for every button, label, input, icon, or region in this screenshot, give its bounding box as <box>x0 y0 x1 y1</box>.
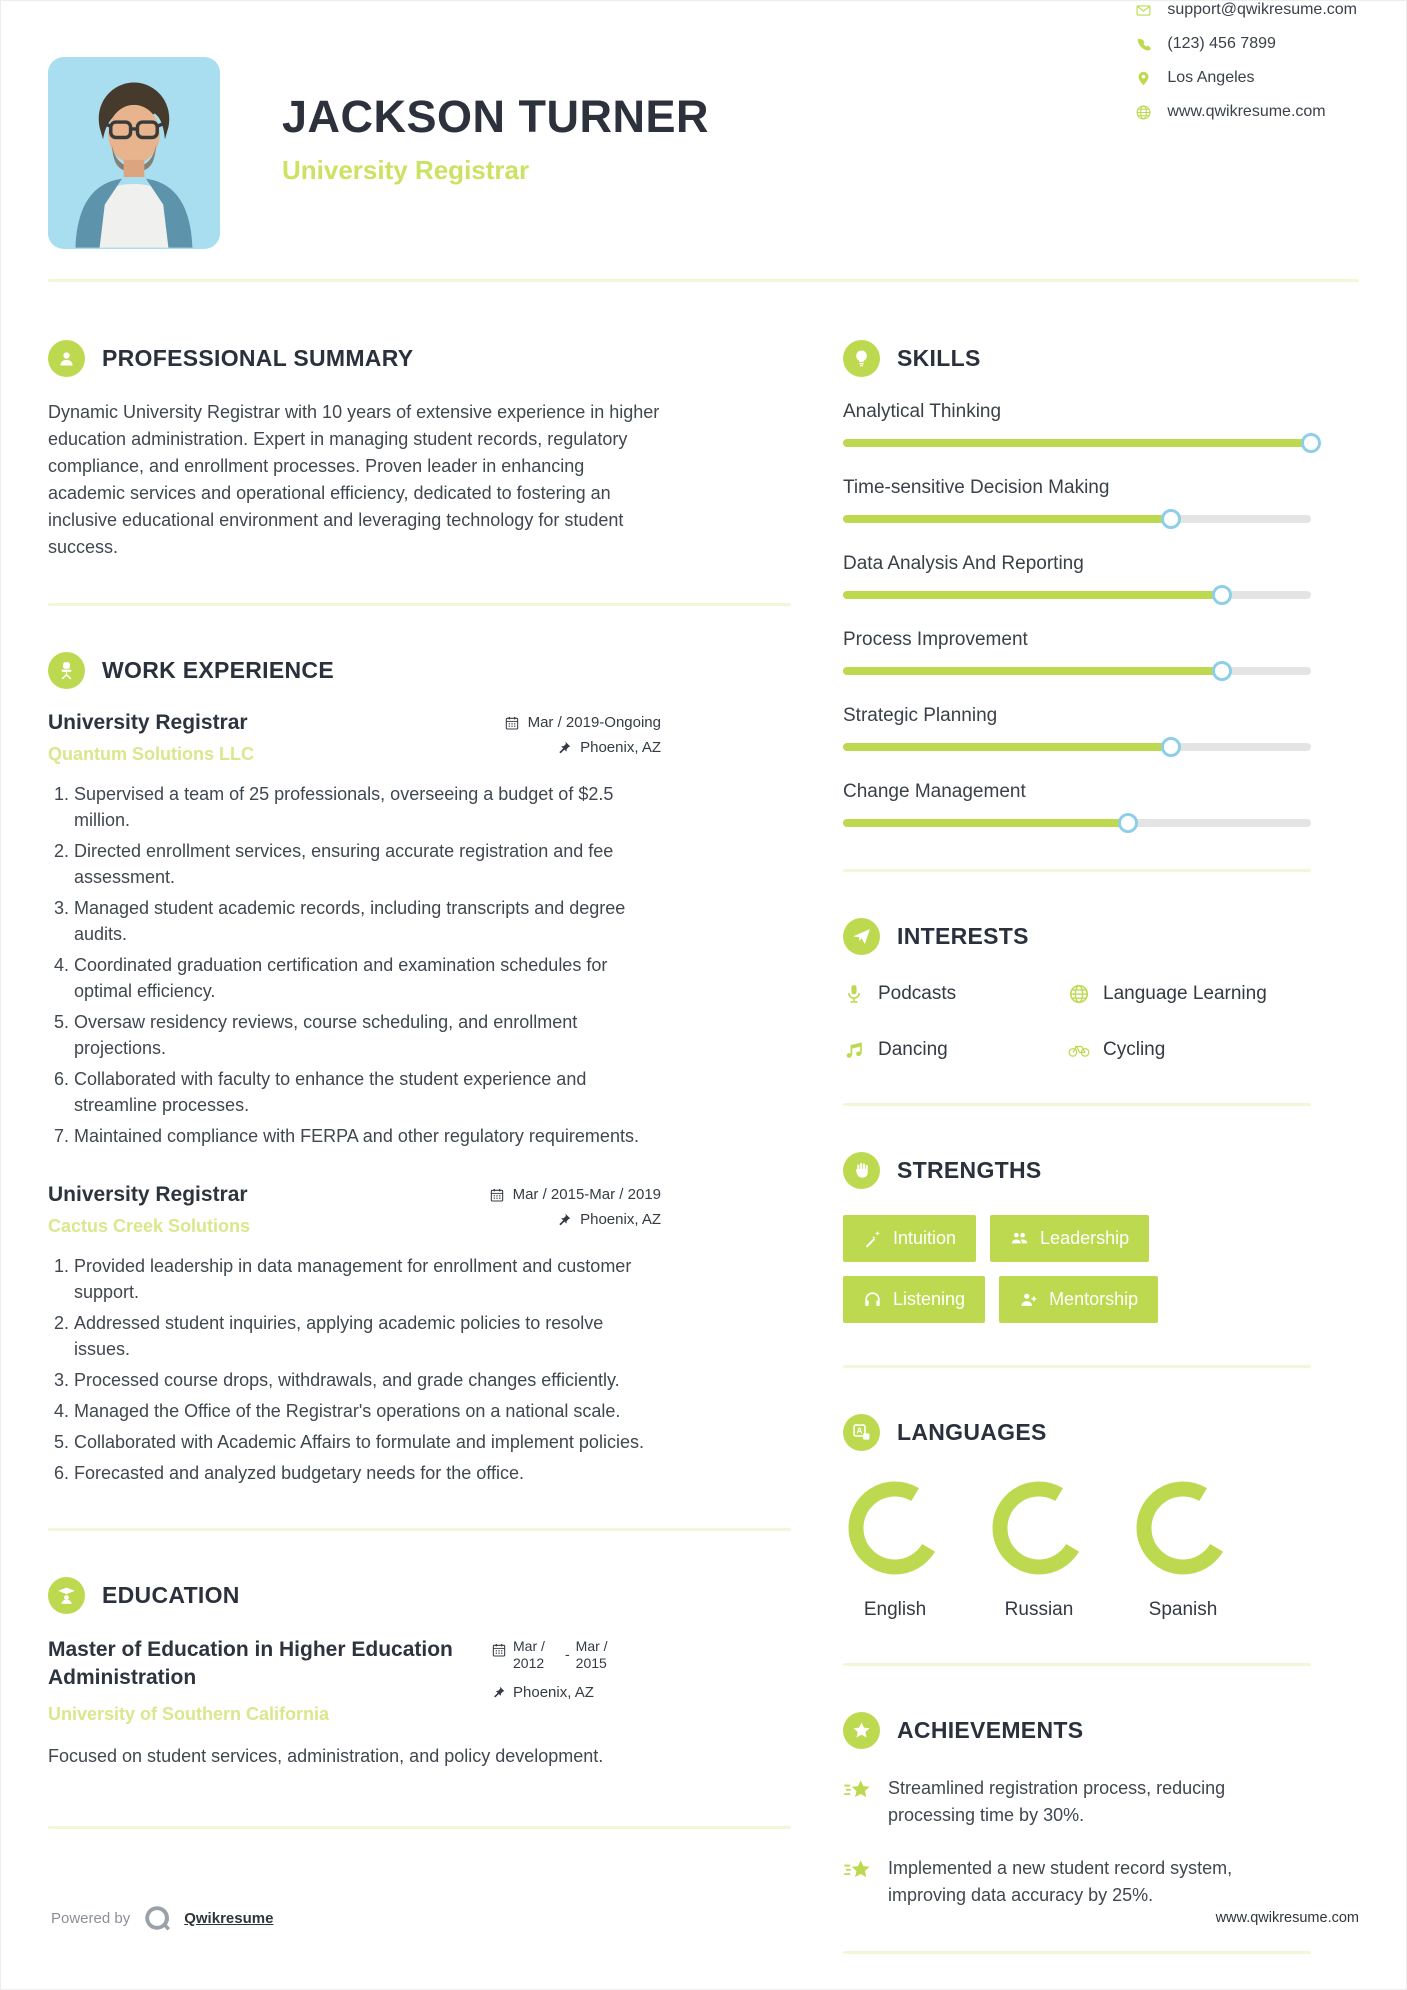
contact-icon <box>1135 36 1152 53</box>
skill-slider <box>843 591 1311 599</box>
calendar-icon <box>489 1187 505 1203</box>
skill-item <box>843 401 1311 447</box>
skill-slider-fill <box>843 819 1128 827</box>
skill-slider <box>843 515 1311 523</box>
achievements-section <box>843 1712 1311 1909</box>
section-title: STRENGTHS <box>897 1157 1042 1183</box>
calendar-icon <box>491 1642 507 1658</box>
divider <box>48 1826 791 1829</box>
job-meta <box>504 711 661 756</box>
interests-list <box>843 983 1311 1061</box>
skill-slider-fill <box>843 591 1222 599</box>
shooting-star-icon <box>843 1857 873 1883</box>
interest-icon <box>843 1039 865 1061</box>
work-heading <box>48 652 791 689</box>
lightbulb-icon <box>843 340 880 377</box>
divider <box>48 1528 791 1531</box>
strength-badge <box>843 1276 985 1323</box>
language-label: English <box>863 1599 927 1620</box>
education-section <box>48 1577 791 1770</box>
divider <box>48 603 791 606</box>
job-company: Quantum Solutions LLC <box>48 744 254 764</box>
skill-item <box>843 477 1311 523</box>
identity-block <box>282 57 709 249</box>
education-description: Focused on student services, administration, and policy development. <box>48 1746 604 1766</box>
section-title: ACHIEVEMENTS <box>897 1717 1084 1743</box>
strength-icon <box>1019 1290 1038 1309</box>
section-title: SKILLS <box>897 345 981 371</box>
job-bullet: 6. Collaborated with faculty to enhance the student experience and streamline processes. <box>74 1066 661 1118</box>
language-ring-chart <box>1136 1481 1230 1575</box>
avatar <box>48 57 220 249</box>
job-bullet: 2. Directed enrollment services, ensuring accurate registration and fee assessment. <box>74 838 661 890</box>
job-bullet: 1. Provided leadership in data management for enrollment and customer support. <box>74 1253 661 1305</box>
skill-label: Time-sensitive Decision Making <box>843 477 1110 498</box>
job-bullet: 3. Processed course drops, withdrawals, and grade changes efficiently. <box>74 1367 661 1393</box>
interests-section <box>843 918 1311 1061</box>
interest-icon <box>1068 983 1090 1005</box>
strength-icon <box>863 1290 882 1309</box>
job-bullet: 7. Maintained compliance with FERPA and other regulatory requirements. <box>74 1123 661 1149</box>
strength-label: Leadership <box>1040 1228 1130 1248</box>
skill-slider-fill <box>843 515 1171 523</box>
contact-list <box>1135 1 1357 121</box>
strength-badge <box>999 1276 1158 1323</box>
skill-label: Process Improvement <box>843 629 1028 650</box>
qwikresume-logo <box>142 1903 172 1933</box>
strength-badge <box>990 1215 1149 1262</box>
strengths-list <box>843 1215 1273 1323</box>
divider <box>843 1951 1311 1954</box>
divider <box>48 279 1359 282</box>
interest-item <box>843 1039 1068 1061</box>
contact-text: Los Angeles <box>1167 69 1255 86</box>
job-bullet: 5. Collaborated with Academic Affairs to formulate and implement policies. <box>74 1429 661 1455</box>
languages-heading <box>843 1414 1311 1451</box>
strengths-section <box>843 1152 1311 1323</box>
language-item <box>1131 1481 1235 1621</box>
job-entry <box>48 1183 661 1486</box>
candidate-title: University Registrar <box>282 155 530 185</box>
education-meta <box>491 1636 661 1701</box>
job-bullet: 4. Managed the Office of the Registrar's operations on a national scale. <box>74 1398 661 1424</box>
skill-item <box>843 705 1311 751</box>
languages-list <box>843 1481 1311 1621</box>
job-title: University Registrar <box>48 1183 248 1206</box>
interest-item <box>843 983 1068 1005</box>
job-dates: Mar / 2015-Mar / 2019 <box>512 1186 661 1203</box>
strength-label: Mentorship <box>1049 1289 1139 1309</box>
strength-label: Listening <box>893 1289 966 1309</box>
education-date-end: Mar / 2015 <box>575 1638 608 1671</box>
skill-slider-handle <box>1301 433 1321 453</box>
interest-label: Cycling <box>1103 1039 1166 1060</box>
contact-text: www.qwikresume.com <box>1167 103 1326 120</box>
job-company: Cactus Creek Solutions <box>48 1216 251 1236</box>
footer-website: www.qwikresume.com <box>1215 1910 1359 1926</box>
skill-label: Change Management <box>843 781 1026 802</box>
interest-icon <box>843 983 865 1005</box>
skill-slider-handle <box>1118 813 1138 833</box>
section-title: INTERESTS <box>897 923 1029 949</box>
skill-slider-handle <box>1212 661 1232 681</box>
skill-slider-fill <box>843 667 1222 675</box>
strength-badge <box>843 1215 976 1262</box>
divider <box>843 1365 1311 1368</box>
skill-item <box>843 629 1311 675</box>
interest-icon <box>1068 1039 1090 1061</box>
contact-text: (123) 456 7899 <box>1167 35 1276 52</box>
language-item <box>987 1481 1091 1621</box>
summary-section <box>48 340 791 561</box>
strength-icon <box>863 1229 882 1248</box>
skills-list <box>843 401 1311 827</box>
interest-label: Podcasts <box>878 983 957 1004</box>
page-footer <box>51 1903 1359 1933</box>
skill-slider-handle <box>1161 509 1181 529</box>
skills-section <box>843 340 1311 827</box>
job-bullet: 2. Addressed student inquiries, applying academic policies to resolve issues. <box>74 1310 661 1362</box>
job-dates: Mar / 2019-Ongoing <box>527 714 661 731</box>
contact-item <box>1135 35 1357 53</box>
resume-header <box>48 1 1359 249</box>
degree-title: Master of Education in Higher Education Administration <box>48 1638 453 1689</box>
divider <box>843 869 1311 872</box>
section-title: EDUCATION <box>102 1582 240 1608</box>
left-column <box>48 340 791 1990</box>
interest-label: Language Learning <box>1103 983 1267 1004</box>
job-bullets <box>48 781 661 1149</box>
divider <box>843 1663 1311 1666</box>
language-label: Russian <box>1004 1599 1074 1620</box>
calendar-icon <box>504 715 520 731</box>
contact-icon <box>1135 104 1152 121</box>
job-bullet: 3. Managed student academic records, including transcripts and degree audits. <box>74 895 661 947</box>
strengths-heading <box>843 1152 1311 1189</box>
section-title: LANGUAGES <box>897 1419 1047 1445</box>
right-column <box>843 340 1311 1990</box>
raised-hand-icon <box>843 1152 880 1189</box>
strength-icon <box>1010 1229 1029 1248</box>
skill-slider <box>843 819 1311 827</box>
skill-slider-fill <box>843 439 1311 447</box>
interest-label: Dancing <box>878 1039 948 1060</box>
shooting-star-icon <box>843 1777 873 1803</box>
contact-item <box>1135 69 1357 87</box>
job-meta <box>489 1183 661 1228</box>
paper-plane-icon <box>843 918 880 955</box>
language-ring-chart <box>992 1481 1086 1575</box>
skill-item <box>843 553 1311 599</box>
star-icon <box>843 1712 880 1749</box>
skill-slider-handle <box>1212 585 1232 605</box>
job-location: Phoenix, AZ <box>580 739 661 756</box>
job-bullet: 6. Forecasted and analyzed budgetary needs for the office. <box>74 1460 661 1486</box>
skill-slider-fill <box>843 743 1171 751</box>
pushpin-icon <box>491 1685 506 1700</box>
profile-photo <box>48 57 220 249</box>
section-title: WORK EXPERIENCE <box>102 657 334 683</box>
contact-icon <box>1135 2 1152 19</box>
pushpin-icon <box>556 1212 572 1228</box>
job-bullet: 1. Supervised a team of 25 professionals, overseeing a budget of $2.5 million. <box>74 781 661 833</box>
candidate-name: JACKSON TURNER <box>282 91 710 142</box>
job-title: University Registrar <box>48 711 248 734</box>
interests-heading <box>843 918 1311 955</box>
work-experience-section <box>48 652 791 1486</box>
summary-text: Dynamic University Registrar with 10 years of extensive experience in higher education administration. Expert in managing student records, regulatory compliance, and enrollment processes. Proven leader in enhancing academic services and operational efficiency, dedicated to fostering an inclusive educational environment and leveraging technology for student success. <box>48 402 660 557</box>
achievement-item <box>843 1855 1311 1909</box>
office-chair-icon <box>48 652 85 689</box>
job-location: Phoenix, AZ <box>580 1211 661 1228</box>
skill-slider <box>843 743 1311 751</box>
summary-heading <box>48 340 791 377</box>
achievement-text: Implemented a new student record system, improving data accuracy by 25%. <box>888 1858 1233 1905</box>
translate-icon <box>843 1414 880 1451</box>
interest-item <box>1068 1039 1311 1061</box>
job-bullet: 5. Oversaw residency reviews, course scheduling, and enrollment projections. <box>74 1009 661 1061</box>
language-ring-chart <box>848 1481 942 1575</box>
user-icon <box>48 340 85 377</box>
achievements-heading <box>843 1712 1311 1749</box>
skill-label: Data Analysis And Reporting <box>843 553 1084 574</box>
skill-slider-handle <box>1161 737 1181 757</box>
skills-heading <box>843 340 1311 377</box>
date-separator: - <box>565 1646 570 1662</box>
school-name: University of Southern California <box>48 1704 330 1724</box>
education-location: Phoenix, AZ <box>513 1684 594 1701</box>
graduate-icon <box>48 1577 85 1614</box>
skill-label: Strategic Planning <box>843 705 998 726</box>
achievement-text: Streamlined registration process, reducing processing time by 30%. <box>888 1778 1226 1825</box>
contact-icon <box>1135 70 1152 87</box>
powered-by-label: Powered by <box>51 1909 131 1927</box>
skill-slider <box>843 667 1311 675</box>
education-heading <box>48 1577 791 1614</box>
section-title: PROFESSIONAL SUMMARY <box>102 345 414 371</box>
skill-label: Analytical Thinking <box>843 401 1002 422</box>
languages-section <box>843 1414 1311 1621</box>
job-entry <box>48 711 661 1149</box>
interest-item <box>1068 983 1311 1005</box>
education-date-start: Mar / 2012 <box>513 1638 545 1671</box>
job-bullet: 4. Coordinated graduation certification and examination schedules for optimal efficiency. <box>74 952 661 1004</box>
pushpin-icon <box>556 740 572 756</box>
skill-slider <box>843 439 1311 447</box>
language-item <box>843 1481 947 1621</box>
language-label: Spanish <box>1148 1599 1218 1620</box>
achievements-list <box>843 1775 1311 1909</box>
strength-label: Intuition <box>893 1228 957 1248</box>
qwikresume-link[interactable]: Qwikresume <box>184 1909 274 1927</box>
contact-item <box>1135 1 1357 19</box>
job-bullets <box>48 1253 661 1486</box>
divider <box>843 1103 1311 1106</box>
skill-item <box>843 781 1311 827</box>
achievement-item <box>843 1775 1311 1829</box>
contact-item <box>1135 103 1357 121</box>
contact-text: support@qwikresume.com <box>1167 1 1357 18</box>
